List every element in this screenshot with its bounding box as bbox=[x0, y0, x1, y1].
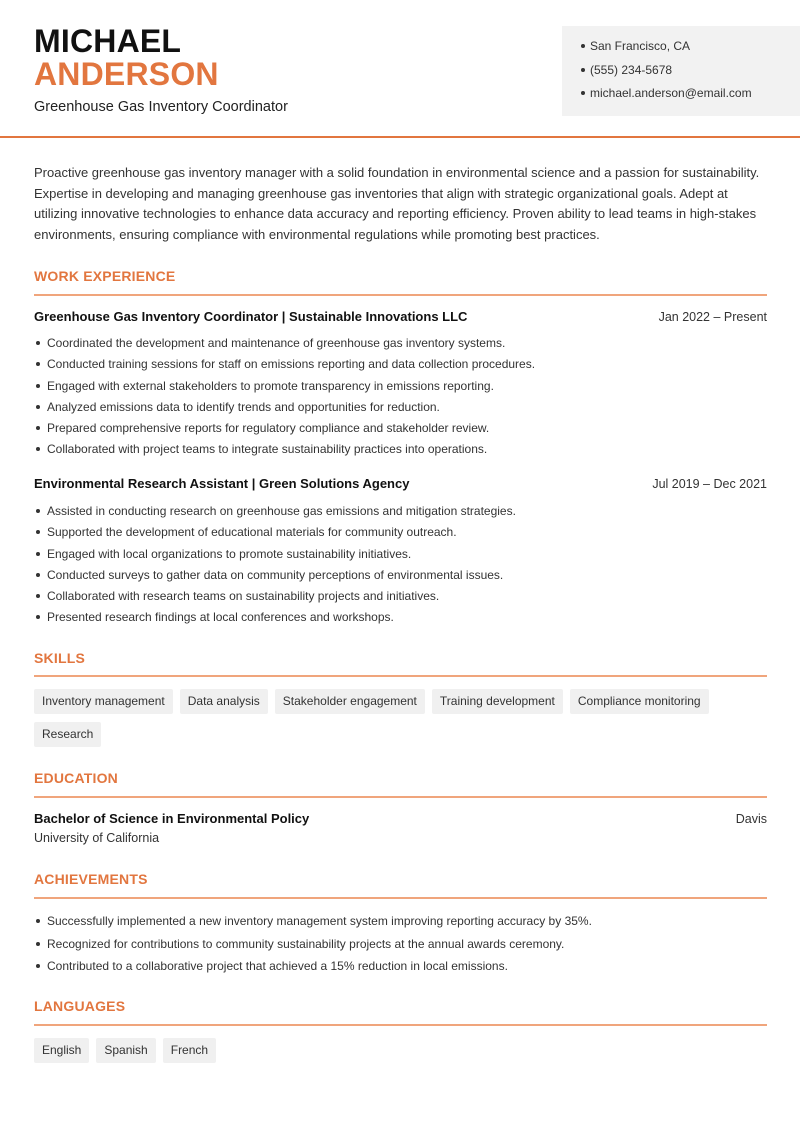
language-tags bbox=[34, 1038, 774, 1063]
list-item: Coordinated the development and maintenance of greenhouse gas inventory systems. bbox=[34, 335, 535, 356]
skill-tag: Research bbox=[34, 722, 101, 747]
list-item: Engaged with local organizations to promote sustainability initiatives. bbox=[34, 546, 516, 567]
language-tag: English bbox=[34, 1038, 89, 1063]
list-item: Analyzed emissions data to identify trends and opportunities for reduction. bbox=[34, 399, 535, 420]
list-item: Collaborated with research teams on sustainability projects and initiatives. bbox=[34, 588, 516, 609]
list-item: Contributed to a collaborative project that achieved a 15% reduction in local emissions. bbox=[34, 958, 592, 981]
contact-box bbox=[562, 26, 800, 116]
list-item: Prepared comprehensive reports for regulatory compliance and stakeholder review. bbox=[34, 420, 535, 441]
education-degree: Bachelor of Science in Environmental Policy bbox=[34, 811, 310, 826]
section-title-skills: SKILLS bbox=[34, 650, 85, 666]
achievement-bullets bbox=[34, 913, 592, 981]
list-item: Successfully implemented a new inventory management system improving reporting accuracy by 35%. bbox=[34, 913, 592, 936]
skills-tags bbox=[34, 689, 774, 747]
job-title: Greenhouse Gas Inventory Coordinator bbox=[34, 99, 288, 115]
job-dates: Jul 2019 – Dec 2021 bbox=[652, 477, 767, 491]
language-tag: French bbox=[163, 1038, 216, 1063]
list-item: Assisted in conducting research on greenhouse gas emissions and mitigation strategies. bbox=[34, 503, 516, 524]
skill-tag: Inventory management bbox=[34, 689, 173, 714]
contact-phone: (555) 234-5678 bbox=[562, 62, 800, 86]
section-divider bbox=[34, 897, 767, 899]
language-tag: Spanish bbox=[96, 1038, 155, 1063]
job-bullets bbox=[34, 503, 516, 631]
list-item: Engaged with external stakeholders to promote transparency in emissions reporting. bbox=[34, 378, 535, 399]
skill-tag: Data analysis bbox=[180, 689, 268, 714]
list-item: Collaborated with project teams to integrate sustainability practices into operations. bbox=[34, 441, 535, 462]
contact-email[interactable]: michael.anderson@email.com bbox=[562, 85, 800, 109]
resume-header bbox=[0, 0, 800, 138]
list-item: Supported the development of educational materials for community outreach. bbox=[34, 524, 516, 545]
skill-tag: Compliance monitoring bbox=[570, 689, 709, 714]
education-school: University of California bbox=[34, 831, 160, 845]
job-heading: Greenhouse Gas Inventory Coordinator | Sustainable Innovations LLC bbox=[34, 309, 468, 324]
first-name: MICHAEL bbox=[34, 23, 182, 59]
job-bullets bbox=[34, 335, 535, 463]
list-item: Conducted training sessions for staff on emissions reporting and data collection procedures. bbox=[34, 356, 535, 377]
section-divider bbox=[34, 675, 767, 677]
last-name: ANDERSON bbox=[34, 56, 219, 92]
section-divider bbox=[34, 294, 767, 296]
section-title-languages: LANGUAGES bbox=[34, 998, 126, 1014]
skill-tag: Training development bbox=[432, 689, 563, 714]
list-item: Presented research findings at local conferences and workshops. bbox=[34, 609, 516, 630]
section-title-achievements: ACHIEVEMENTS bbox=[34, 871, 148, 887]
section-title-work-experience: WORK EXPERIENCE bbox=[34, 268, 176, 284]
list-item: Conducted surveys to gather data on community perceptions of environmental issues. bbox=[34, 567, 516, 588]
job-dates: Jan 2022 – Present bbox=[658, 310, 767, 324]
skill-tag: Stakeholder engagement bbox=[275, 689, 425, 714]
education-location: Davis bbox=[735, 812, 767, 826]
list-item: Recognized for contributions to community sustainability projects at the annual awards ceremony. bbox=[34, 936, 592, 959]
contact-location: San Francisco, CA bbox=[562, 38, 800, 62]
section-divider bbox=[34, 1024, 767, 1026]
section-title-education: EDUCATION bbox=[34, 770, 118, 786]
section-divider bbox=[34, 796, 767, 798]
job-heading: Environmental Research Assistant | Green Solutions Agency bbox=[34, 476, 410, 491]
summary-paragraph: Proactive greenhouse gas inventory manager with a solid foundation in environmental science and a passion for sustainability. Expertise in developing and managing greenhouse gas inventories that align with strategic organizational goals. Adept at utilizing innovative technologies to enhance data accuracy and reporting efficiency. Proven ability to lead teams in high-stakes environments, ensuring compliance with environmental regulations while promoting best practices. bbox=[34, 165, 760, 242]
